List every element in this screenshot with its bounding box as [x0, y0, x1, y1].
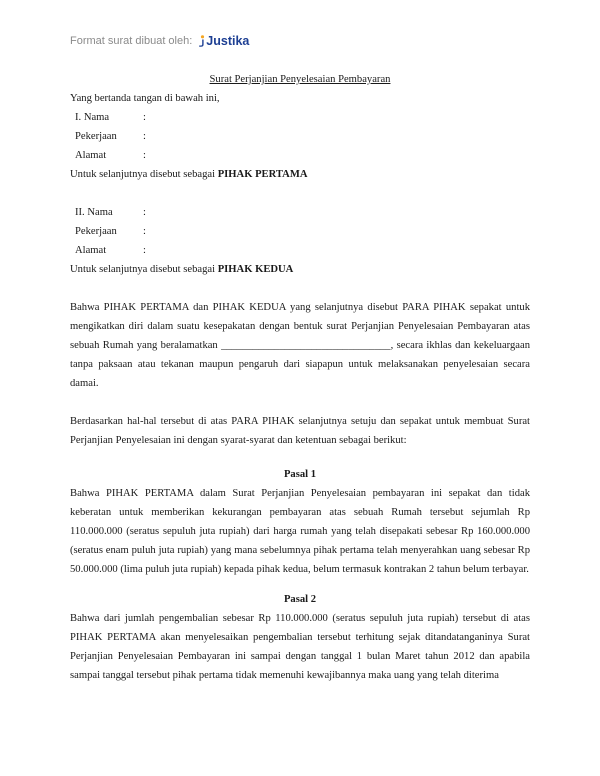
- field-label: Pekerjaan: [75, 131, 117, 142]
- party2-field-name: [70, 203, 530, 222]
- justika-logo-text: Justika: [206, 34, 250, 48]
- designation-prefix: Untuk selanjutnya disebut sebagai: [70, 264, 218, 275]
- paragraph-agreement: Bahwa PIHAK PERTAMA dan PIHAK KEDUA yang selanjutnya disebut PARA PIHAK sepakat untuk mengikatkan diri dalam suatu kesepakatan dengan bentuk surat Perjanjian Penyelesaian Pembayaran atas sebuah Rumah yang beralamatkan ________________________________, secara ikhlas dan kekeluargaan tanpa paksaan atau tekanan maupun pengaruh dari siapapun untuk melaksanakan penyelesaian secara damai.: [70, 302, 530, 389]
- field-colon: :: [143, 245, 146, 256]
- pasal-1-text: Bahwa PIHAK PERTAMA dalam Surat Perjanjian Penyelesaian pembayaran ini sepakat dan tidak keberatan untuk memberikan kekurangan pembayaran atas sebuah Rumah tersebut sejumlah Rp 110.000.000 (seratus sepuluh juta rupiah) dari harga rumah yang telah disepakati sebesar Rp 160.000.000 (seratus enam puluh juta rupiah) yang mana sebelumnya pihak pertama telah menyerahkan uang sebesar Rp 50.000.000 (lima puluh juta rupiah) kepada pihak kedua, belum termasuk kontrakan 2 tahun belum terbayar.: [70, 488, 530, 575]
- party1-fields: [70, 108, 530, 165]
- designation-party2: PIHAK KEDUA: [217, 264, 294, 275]
- field-colon: :: [143, 207, 146, 218]
- party2-field-job: [70, 222, 530, 241]
- party1-field-job: [70, 127, 530, 146]
- field-label: Pekerjaan: [75, 226, 117, 237]
- designation-party1: PIHAK PERTAMA: [217, 169, 308, 180]
- party1-field-address: [70, 146, 530, 165]
- field-colon: :: [143, 131, 146, 142]
- field-label: Alamat: [75, 245, 107, 256]
- designation-prefix: Untuk selanjutnya disebut sebagai: [70, 169, 218, 180]
- paragraph-terms-intro: Berdasarkan hal-hal tersebut di atas PARA PIHAK selanjutnya setuju dan sepakat untuk membuat Surat Perjanjian Penyelesaian ini dengan syarat-syarat dan ketentuan sebagai berikut:: [70, 416, 530, 446]
- document-body: [70, 70, 530, 685]
- party1-field-name: [70, 108, 530, 127]
- pasal-1-heading: Pasal 1: [283, 469, 317, 480]
- header-prefix: Format surat dibuat oleh:: [70, 35, 193, 47]
- document-title: Surat Perjanjian Penyelesaian Pembayaran: [209, 74, 391, 85]
- party2-fields: [70, 203, 530, 260]
- field-label: I. Nama: [75, 112, 110, 123]
- page-header: [70, 34, 249, 48]
- field-label: Alamat: [75, 150, 107, 161]
- intro-text: Yang bertanda tangan di bawah ini,: [70, 93, 220, 104]
- justika-logo: [198, 34, 249, 48]
- pasal-2-heading: Pasal 2: [283, 594, 317, 605]
- field-colon: :: [143, 226, 146, 237]
- field-colon: :: [143, 150, 146, 161]
- party1-designation: [70, 165, 530, 184]
- justika-logo-mark-icon: [198, 35, 205, 47]
- pasal-2-text: Bahwa dari jumlah pengembalian sebesar Rp 110.000.000 (seratus sepuluh juta rupiah) tersebut di atas PIHAK PERTAMA akan menyelesaikan pengembalian tersebut terhitung sejak ditandatanganinya Surat Perjanjian Penyelesaian Pembayaran ini sampai dengan tanggal 1 bulan Maret tahun 2012 dan apabila sampai tanggal tersebut pihak pertama tidak memenuhi kewajibannya maka uang yang telah diterima: [70, 613, 530, 681]
- party2-field-address: [70, 241, 530, 260]
- party2-designation: [70, 260, 530, 279]
- field-colon: :: [143, 112, 146, 123]
- field-label: II. Nama: [75, 207, 113, 218]
